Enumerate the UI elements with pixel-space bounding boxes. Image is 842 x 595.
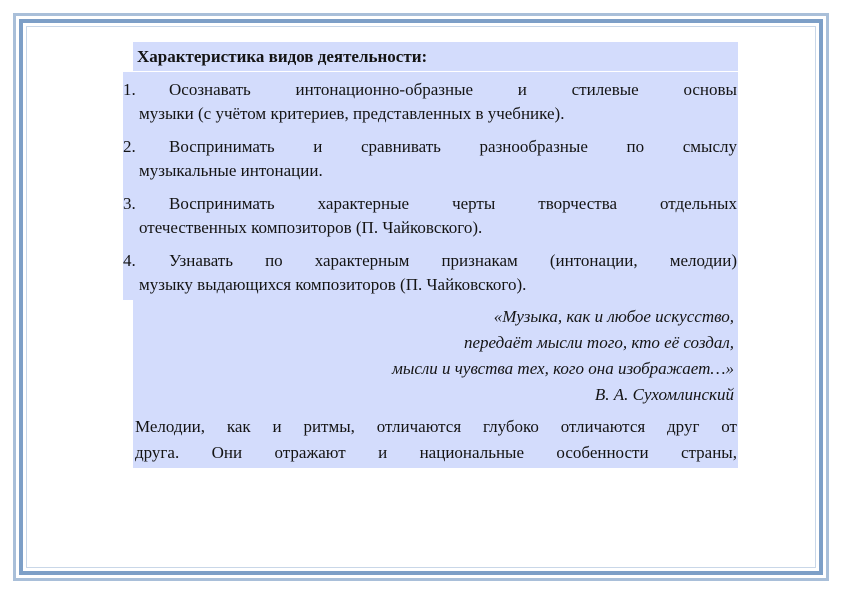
word: характерные bbox=[317, 194, 410, 213]
word: Воспринимать bbox=[169, 194, 275, 213]
word: отличаются bbox=[560, 417, 646, 436]
word: сравнивать bbox=[361, 137, 441, 156]
list-item-second-line: музыки (с учётом критериев, представленных в учебнике). bbox=[139, 104, 565, 123]
list-item-first-line bbox=[123, 78, 738, 102]
item-number: 1. bbox=[123, 80, 136, 99]
word: (интонации, bbox=[549, 251, 638, 270]
word: по bbox=[626, 137, 645, 156]
word: и bbox=[378, 443, 388, 462]
word: от bbox=[721, 417, 737, 436]
quote-author: В. А. Сухомлинский bbox=[594, 385, 734, 404]
word: творчества bbox=[538, 194, 618, 213]
list-item bbox=[123, 192, 738, 240]
word: и bbox=[517, 80, 527, 99]
word: и bbox=[313, 137, 323, 156]
quote-line: передаёт мысли того, кто её создал, bbox=[464, 333, 734, 352]
quote-line: «Музыка, как и любое искусство, bbox=[493, 307, 734, 326]
list-item-second-line: музыку выдающихся композиторов (П. Чайковского). bbox=[139, 275, 527, 294]
word: глубоко bbox=[483, 417, 539, 436]
paragraph-line bbox=[133, 410, 738, 440]
word: Узнавать bbox=[169, 251, 233, 270]
activity-heading: Характеристика видов деятельности: bbox=[133, 42, 738, 71]
list-item-second-line: отечественных композиторов (П. Чайковского). bbox=[139, 218, 483, 237]
word: стилевые bbox=[571, 80, 639, 99]
item-first-word bbox=[123, 192, 275, 216]
word: основы bbox=[683, 80, 737, 99]
word: особенности bbox=[556, 443, 649, 462]
activity-list bbox=[123, 72, 738, 300]
word: мелодии) bbox=[669, 251, 737, 270]
item-first-word bbox=[123, 249, 233, 273]
word: Они bbox=[211, 443, 243, 462]
word: Осознавать bbox=[169, 80, 251, 99]
word: как bbox=[226, 417, 251, 436]
item-first-word bbox=[123, 78, 251, 102]
word: интонационно-образные bbox=[295, 80, 474, 99]
word: отражают bbox=[274, 443, 346, 462]
word: разнообразные bbox=[479, 137, 588, 156]
epigraph-quote bbox=[133, 300, 738, 410]
item-number: 3. bbox=[123, 194, 136, 213]
word: отличаются bbox=[376, 417, 462, 436]
word: характерным bbox=[314, 251, 410, 270]
word: смыслу bbox=[682, 137, 737, 156]
word: национальные bbox=[419, 443, 525, 462]
list-item-second-line: музыкальные интонации. bbox=[139, 161, 323, 180]
word: ритмы, bbox=[303, 417, 355, 436]
item-first-word bbox=[123, 135, 275, 159]
word: по bbox=[265, 251, 283, 270]
list-item bbox=[123, 135, 738, 183]
word: Воспринимать bbox=[169, 137, 275, 156]
word: и bbox=[272, 417, 282, 436]
word: друга. bbox=[135, 443, 180, 462]
list-item-first-line bbox=[123, 249, 738, 273]
word: Мелодии, bbox=[135, 417, 206, 436]
word: черты bbox=[452, 194, 496, 213]
item-number: 2. bbox=[123, 137, 136, 156]
paragraph-line bbox=[133, 440, 738, 466]
list-item bbox=[123, 78, 738, 126]
body-paragraph bbox=[133, 410, 738, 468]
list-item-first-line bbox=[123, 135, 738, 159]
word: друг bbox=[667, 417, 700, 436]
item-number: 4. bbox=[123, 251, 136, 270]
word: страны, bbox=[680, 443, 737, 462]
word: признакам bbox=[441, 251, 518, 270]
word: отдельных bbox=[660, 194, 737, 213]
list-item-first-line bbox=[123, 192, 738, 216]
list-item bbox=[123, 249, 738, 297]
quote-line: мысли и чувства тех, кого она изображает…» bbox=[391, 359, 734, 378]
